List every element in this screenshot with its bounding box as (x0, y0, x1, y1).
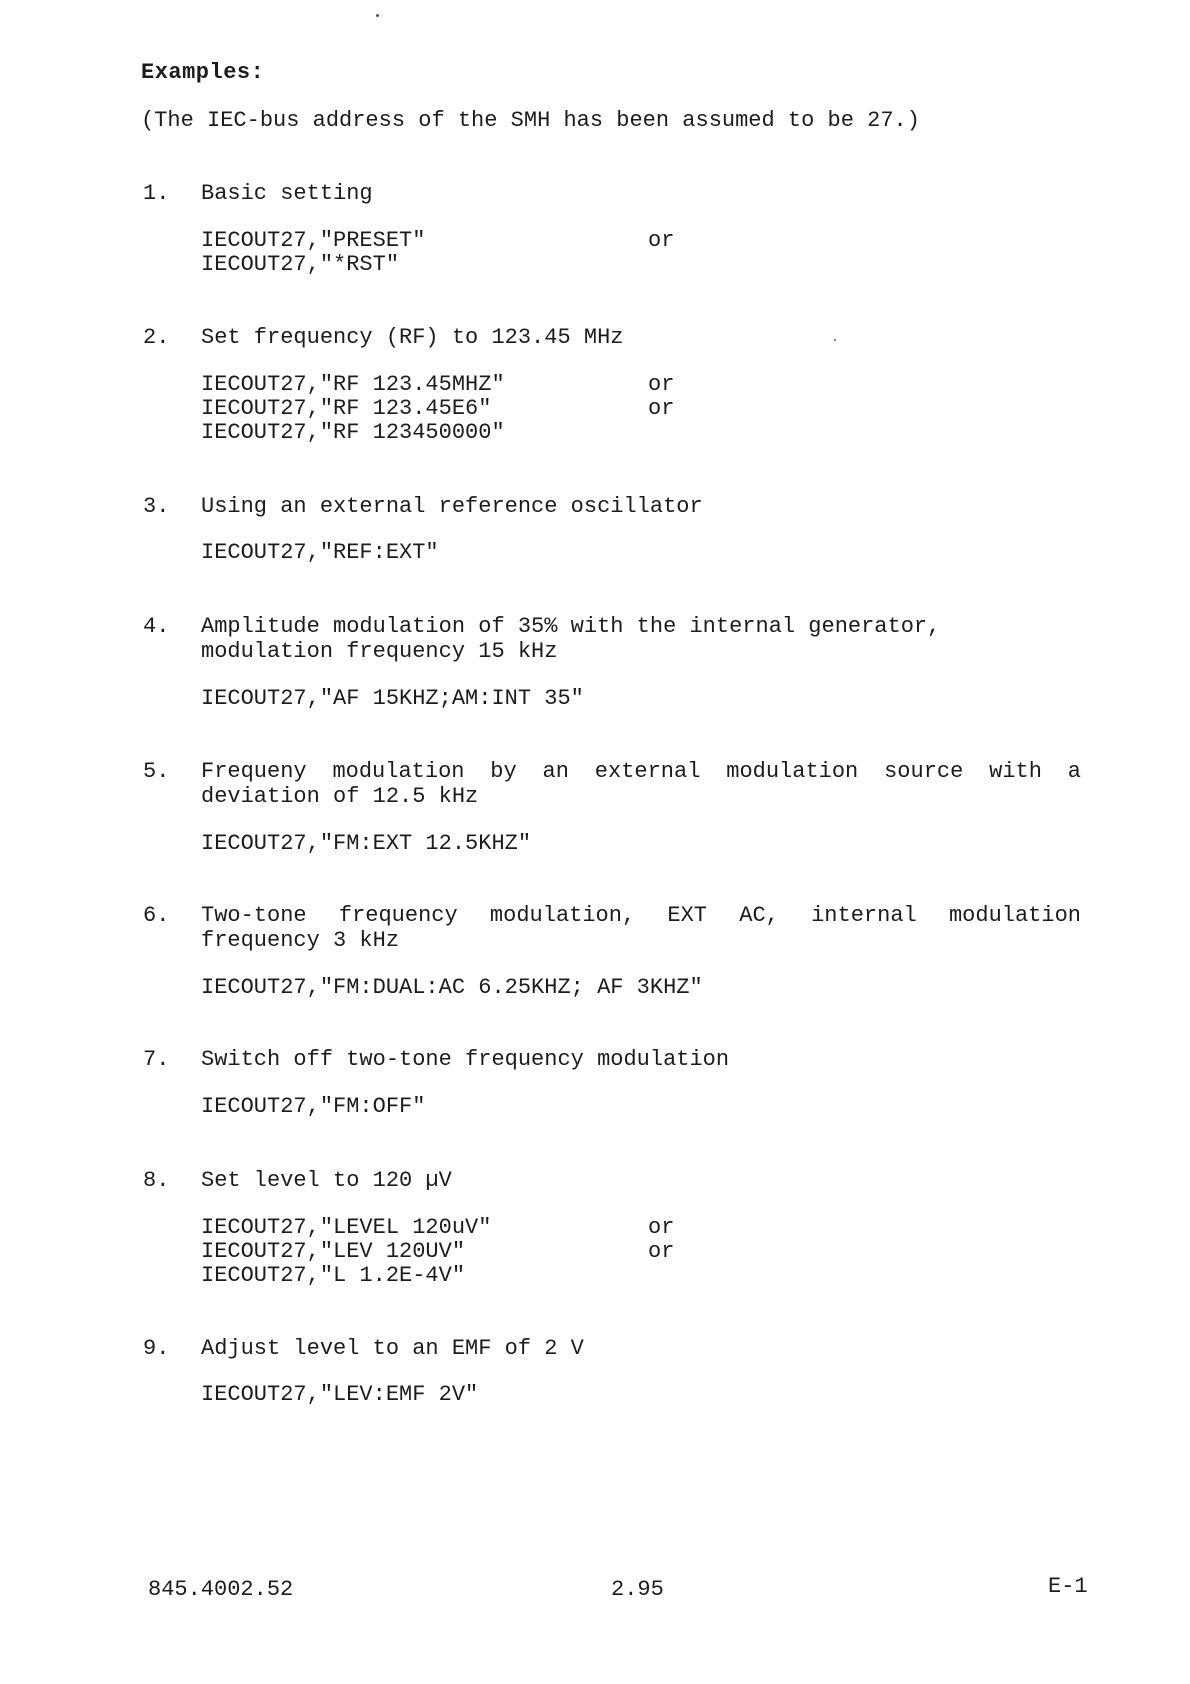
command-block (201, 541, 1001, 565)
example-number: 9. (143, 1336, 170, 1361)
command-text: IECOUT27,"LEV:EMF 2V" (201, 1382, 479, 1407)
section-heading: Examples: (141, 60, 265, 85)
command-text: IECOUT27,"PRESET" (201, 228, 426, 253)
example-number: 3. (143, 494, 170, 519)
command-block (201, 976, 1001, 1000)
command-or: or (648, 396, 675, 421)
scan-speck (376, 14, 379, 17)
command-text: IECOUT27,"RF 123450000" (201, 420, 505, 445)
intro-text: (The IEC-bus address of the SMH has been assumed to be 27.) (141, 108, 920, 133)
example-title: Adjust level to an EMF of 2 V (201, 1336, 584, 1361)
command-line (201, 1383, 1001, 1407)
command-text: IECOUT27,"REF:EXT" (201, 540, 439, 565)
command-line (201, 253, 1001, 277)
command-text: IECOUT27,"*RST" (201, 252, 400, 277)
example-title: Basic setting (201, 181, 373, 206)
command-line (201, 373, 1001, 397)
command-text: IECOUT27,"RF 123.45MHZ" (201, 372, 505, 397)
command-line (201, 541, 1001, 565)
command-text: IECOUT27,"LEVEL 120uV" (201, 1215, 492, 1240)
example-number: 2. (143, 325, 170, 350)
command-or: or (648, 228, 675, 253)
example-title: Set level to 120 µV (201, 1168, 452, 1193)
command-block (201, 832, 1001, 856)
command-text: IECOUT27,"AF 15KHZ;AM:INT 35" (201, 686, 584, 711)
example-title: Using an external reference oscillator (201, 494, 703, 519)
command-text: IECOUT27,"LEV 120UV" (201, 1239, 466, 1264)
example-title: Switch off two-tone frequency modulation (201, 1047, 730, 1072)
example-title: Frequeny modulation by an external modulation source with a deviation of 12.5 kHz (201, 759, 1081, 809)
command-block (201, 687, 1001, 711)
command-line (201, 229, 1001, 253)
command-line (201, 976, 1001, 1000)
command-line (201, 1240, 1001, 1264)
footer-page-number: E-1 (1048, 1574, 1088, 1599)
command-block (201, 1216, 1001, 1288)
command-text: IECOUT27,"L 1.2E-4V" (201, 1263, 466, 1288)
example-title: Set frequency (RF) to 123.45 MHz (201, 325, 624, 350)
command-line (201, 397, 1001, 421)
example-title: Two-tone frequency modulation, EXT AC, internal modulation frequency 3 kHz (201, 903, 1081, 953)
command-line (201, 832, 1001, 856)
command-line (201, 1216, 1001, 1240)
command-line (201, 1095, 1001, 1119)
example-number: 5. (143, 759, 170, 784)
footer-doc-number: 845.4002.52 (148, 1577, 294, 1602)
command-line (201, 421, 1001, 445)
command-or: or (648, 1239, 675, 1264)
command-block (201, 1095, 1001, 1119)
example-number: 1. (143, 181, 170, 206)
example-number: 7. (143, 1047, 170, 1072)
example-title: Amplitude modulation of 35% with the internal generator, modulation frequency 15 kHz (201, 614, 941, 664)
footer-date: 2.95 (611, 1577, 664, 1602)
command-line (201, 687, 1001, 711)
command-block (201, 1383, 1001, 1407)
example-number: 6. (143, 903, 170, 928)
command-text: IECOUT27,"RF 123.45E6" (201, 396, 492, 421)
example-number: 8. (143, 1168, 170, 1193)
command-block (201, 229, 1001, 277)
command-or: or (648, 372, 675, 397)
command-block (201, 373, 1001, 445)
command-text: IECOUT27,"FM:DUAL:AC 6.25KHZ; AF 3KHZ" (201, 975, 703, 1000)
command-or: or (648, 1215, 675, 1240)
command-text: IECOUT27,"FM:EXT 12.5KHZ" (201, 831, 532, 856)
example-number: 4. (143, 614, 170, 639)
command-line (201, 1264, 1001, 1288)
command-text: IECOUT27,"FM:OFF" (201, 1094, 426, 1119)
